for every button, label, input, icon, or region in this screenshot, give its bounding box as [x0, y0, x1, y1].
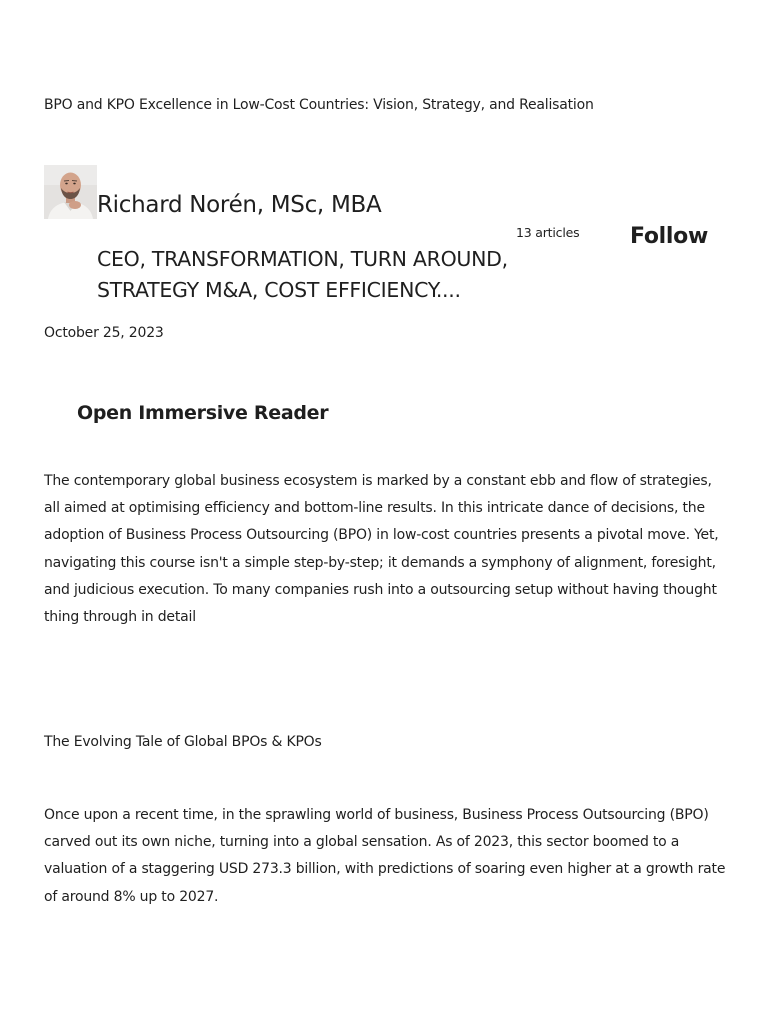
article-count: 13 articles	[516, 225, 580, 240]
author-avatar[interactable]	[44, 165, 97, 219]
author-headline: CEO, TRANSFORMATION, TURN AROUND, STRATEGY M&A, COST EFFICIENCY....	[97, 247, 508, 302]
section-heading: The Evolving Tale of Global BPOs & KPOs	[44, 734, 322, 750]
open-immersive-reader-button[interactable]: Open Immersive Reader	[77, 402, 329, 424]
body-paragraph: The contemporary global business ecosystem is marked by a constant ebb and flow of strategies, all aimed at optimising efficiency and bottom-line results. In this intricate dance of decisions, the adoption of Business Process Outsourcing (BPO) in low-cost countries presents a pivotal move. Yet, navigating this course isn't a simple step-by-step; it demands a symphony of alignment, foresight, and judicious execution. To many companies rush into a outsourcing setup without having thought thing through in detail	[44, 473, 719, 626]
publish-date: October 25, 2023	[44, 325, 164, 341]
author-photo	[44, 165, 97, 219]
article-title: BPO and KPO Excellence in Low-Cost Countries: Vision, Strategy, and Realisation	[44, 97, 594, 113]
author-name[interactable]: Richard Norén, MSc, MBA	[97, 192, 382, 218]
follow-button[interactable]: Follow	[630, 224, 708, 249]
body-paragraph: Once upon a recent time, in the sprawling world of business, Business Process Outsourcing (BPO) carved out its own niche, turning into a global sensation. As of 2023, this sector boomed to a valuation of a staggering USD 273.3 billion, with predictions of soaring even higher at a growth rate of around 8% up to 2027.	[44, 807, 726, 905]
